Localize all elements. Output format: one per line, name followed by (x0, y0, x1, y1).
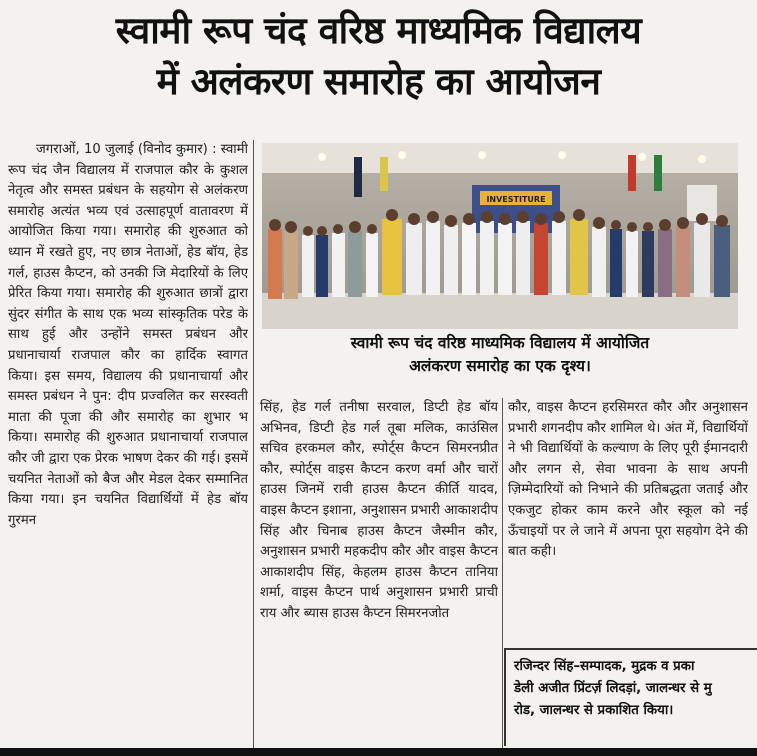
credit-line-3: रोड, जालन्धर से प्रकाशित किया। (514, 703, 674, 718)
photo-caption-line-1: स्वामी रूप चंद वरिष्ठ माध्यमिक विद्यालय में आयोजित (350, 334, 650, 352)
headline-line-2: में अलंकरण समारोह का आयोजन (156, 60, 601, 103)
article-column-2 (260, 398, 498, 756)
photo-caption (262, 332, 738, 378)
ceremony-photo (262, 143, 738, 329)
page-bottom-bar (0, 748, 757, 756)
credit-line-2: डेली अजीत प्रिंटर्ज़ लिदड़ां, जालन्धर से मु (514, 681, 712, 696)
stage-banner-text: INVESTITURE (486, 195, 546, 204)
column-2-text: सिंह, हेड गर्ल तनीषा सरवाल, डिप्टी हेड बॉय अभिनव, डिप्टी हेड गर्ल तूबा मलिक, काउंसिल सचिव हरकमल कौर, स्पोर्ट्स कैप्टन सिमरनप्रीत कौर, स्पोर्ट्स वाइस कैप्टन करण वर्मा और चारों हाउस जिनमें रावी हाउस कैप्टन कीर्ति यादव, वाइस कैप्टन इशाना, अनुशासन प्रभारी आकाशदीप सिंह और चिनाब हाउस कैप्टन जैस्मीन कौर, अनुशासन प्रभारी महकदीप कौर और वाइस कैप्टन आकाशदीप सिंह, केहलम हाउस कैप्टन तानिया शर्मा, वाइस कैप्टन पार्थ अनुशासन प्रभारी प्राची राय और ब्यास हाउस कैप्टन सिमरनजोत (260, 400, 498, 621)
headline (0, 6, 757, 108)
column-divider (253, 140, 254, 748)
article-column-1 (8, 140, 248, 756)
article-column-3 (508, 398, 748, 638)
publisher-credit-box (504, 648, 757, 746)
headline-line-1: स्वामी रूप चंद वरिष्ठ माध्यमिक विद्यालय (115, 9, 642, 52)
column-divider (502, 398, 503, 748)
ceremony-photo-illustration (262, 143, 738, 329)
credit-line-1: रजिन्दर सिंह–सम्पादक, मुद्रक व प्रका (514, 659, 695, 674)
column-1-text: जगराओं, 10 जुलाई (विनोद कुमार) : स्वामी रूप चंद जैन विद्यालय में राजपाल कौर के कुशल नेतृत्व और समस्त प्रबंधन के सहयोग से अलंकरण समारोह अत्यंत भव्य एवं उत्साहपूर्ण वातावरण में आयोजित किया गया। समारोह की शुरुआत को ध्यान में रखते हुए, नए छात्र नेताओं, हेड बॉय, हेड गर्ल, हाउस कैप्टन, को उनकी जि मेदारियों के लिए प्रेरित किया गया। समारोह की शुरुआत छात्रों द्वारा सुंदर संगीत के साथ एक भव्य सांस्कृतिक परेड के साथ हुई और उन्होंने समस्त प्रबंधन और प्रधानाचार्या राजपाल कौर का हार्दिक स्वागत किया। इस समय, विद्यालय की प्रधानाचार्या और समस्त प्रबंधन ने पुन: दीप प्रज्वलित कर सरस्वती माता की पूजा की और समारोह का शुभार भ किया। समारोह की शुरुआत प्रधानाचार्या राजपाल कौर जी द्वारा एक प्रेरक भाषण देकर की गई। इसमें चयनित नेताओं को बैज और मेडल देकर सम्मानित किया गया। इन चयनित विद्यार्थियों में हेड बॉय गुरमन (8, 142, 248, 528)
photo-caption-line-2: अलंकरण समारोह का एक दृश्य। (409, 357, 591, 375)
column-3-text: कौर, वाइस कैप्टन हरसिमरत कौर और अनुशासन प्रभारी शगनदीप कौर शामिल थे। अंत में, विद्यार्थियों ने भी विद्यार्थियों के कल्याण के लिए पूरी ईमानदारी और लगन से, सेवा भावना के साथ अपनी ज़िम्मेदारियों को निभाने की प्रतिबद्धता जताई और एकजुट होकर काम करने और स्कूल को नई ऊँचाइयों पर ले जाने में अपना पूरा सहयोग देने की बात कही। (508, 400, 748, 560)
